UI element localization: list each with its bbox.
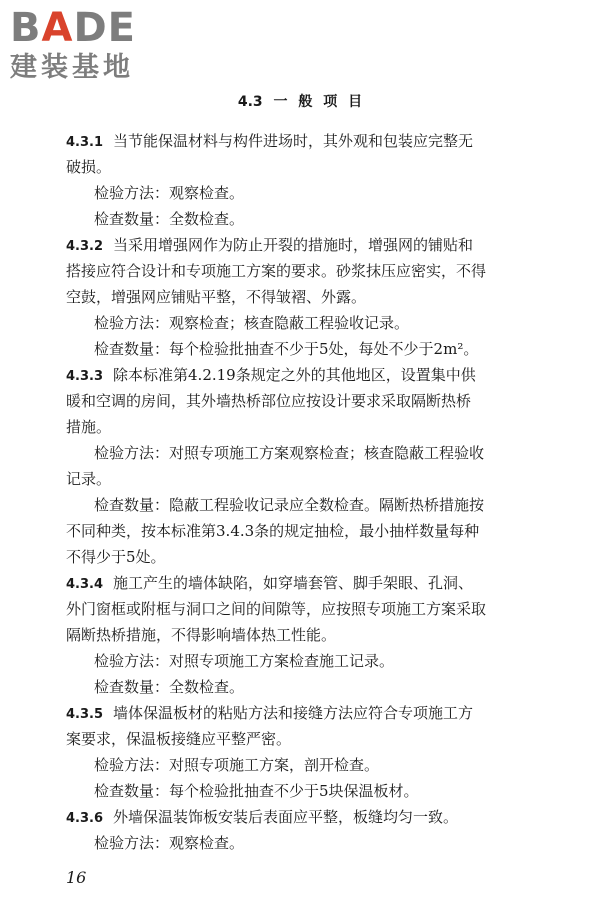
page-number: 16 xyxy=(66,868,87,887)
clause-number: 4.3.5 xyxy=(66,707,104,722)
logo-wordmark xyxy=(10,6,175,50)
inspection-quantity: 检查数量：全数检查。 xyxy=(94,210,245,228)
inspection-method: 检验方法：对照专项施工方案，剖开检查。 xyxy=(94,756,380,774)
clause-4-3-2 xyxy=(66,232,556,362)
clause-list xyxy=(66,128,556,856)
inspection-method-cont: 记录。 xyxy=(66,470,112,488)
clause-text: 外墙保温装饰板安装后表面应平整，板缝均匀一致。 xyxy=(113,808,459,826)
clause-4-3-3 xyxy=(66,362,556,570)
inspection-quantity: 检查数量：每个检验批抽查不少于5处，每处不少于2m²。 xyxy=(94,340,479,358)
bade-logo xyxy=(10,6,175,84)
clause-text: 外门窗框或附框与洞口之间的间隙等，应按照专项施工方案采取 xyxy=(66,600,487,618)
clause-text: 暖和空调的房间，其外墙热桥部位应按设计要求采取隔断热桥 xyxy=(66,392,472,410)
clause-text: 搭接应符合设计和专项施工方案的要求。砂浆抹压应密实，不得 xyxy=(66,262,487,280)
clause-4-3-6 xyxy=(66,804,556,856)
clause-number: 4.3.2 xyxy=(66,239,104,254)
clause-text: 措施。 xyxy=(66,418,112,436)
logo-letter-a: A xyxy=(41,5,74,51)
logo-chinese-text: 建装基地 xyxy=(10,52,134,83)
clause-text: 当采用增强网作为防止开裂的措施时，增强网的铺贴和 xyxy=(113,236,474,254)
inspection-quantity: 检查数量：隐蔽工程验收记录应全数检查。隔断热桥措施按 xyxy=(94,496,485,514)
clause-number: 4.3.1 xyxy=(66,135,104,150)
logo-letter-b: B xyxy=(10,5,42,51)
inspection-quantity: 检查数量：全数检查。 xyxy=(94,678,245,696)
inspection-method: 检验方法：观察检查；核查隐蔽工程验收记录。 xyxy=(94,314,410,332)
inspection-quantity-cont: 不得少于5处。 xyxy=(66,548,166,566)
clause-text: 除本标准第4.2.19条规定之外的其他地区，设置集中供 xyxy=(113,366,476,384)
logo-letters-de: DE xyxy=(73,5,136,51)
inspection-quantity-cont: 不同种类，按本标准第3.4.3条的规定抽检，最小抽样数量每种 xyxy=(66,522,480,540)
clause-text: 墙体保温板材的粘贴方法和接缝方法应符合专项施工方 xyxy=(113,704,474,722)
inspection-quantity: 检查数量：每个检验批抽查不少于5块保温板材。 xyxy=(94,782,419,800)
inspection-method: 检验方法：观察检查。 xyxy=(94,834,245,852)
clause-text: 当节能保温材料与构件进场时，其外观和包装应完整无 xyxy=(113,132,474,150)
clause-4-3-4 xyxy=(66,570,556,700)
inspection-method: 检验方法：观察检查。 xyxy=(94,184,245,202)
clause-text: 施工产生的墙体缺陷，如穿墙套管、脚手架眼、孔洞、 xyxy=(113,574,474,592)
clause-text: 破损。 xyxy=(66,158,112,176)
inspection-method: 检验方法：对照专项施工方案检查施工记录。 xyxy=(94,652,395,670)
clause-text: 隔断热桥措施，不得影响墙体热工性能。 xyxy=(66,626,337,644)
clause-number: 4.3.4 xyxy=(66,577,104,592)
clause-text: 空鼓，增强网应铺贴平整，不得皱褶、外露。 xyxy=(66,288,367,306)
clause-text: 案要求，保温板接缝应平整严密。 xyxy=(66,730,292,748)
clause-4-3-1 xyxy=(66,128,556,232)
clause-number: 4.3.6 xyxy=(66,811,104,826)
section-title: 4.3 一 般 项 目 xyxy=(237,94,363,110)
clause-4-3-5 xyxy=(66,700,556,804)
inspection-method: 检验方法：对照专项施工方案观察检查；核查隐蔽工程验收 xyxy=(94,444,485,462)
clause-number: 4.3.3 xyxy=(66,369,104,384)
